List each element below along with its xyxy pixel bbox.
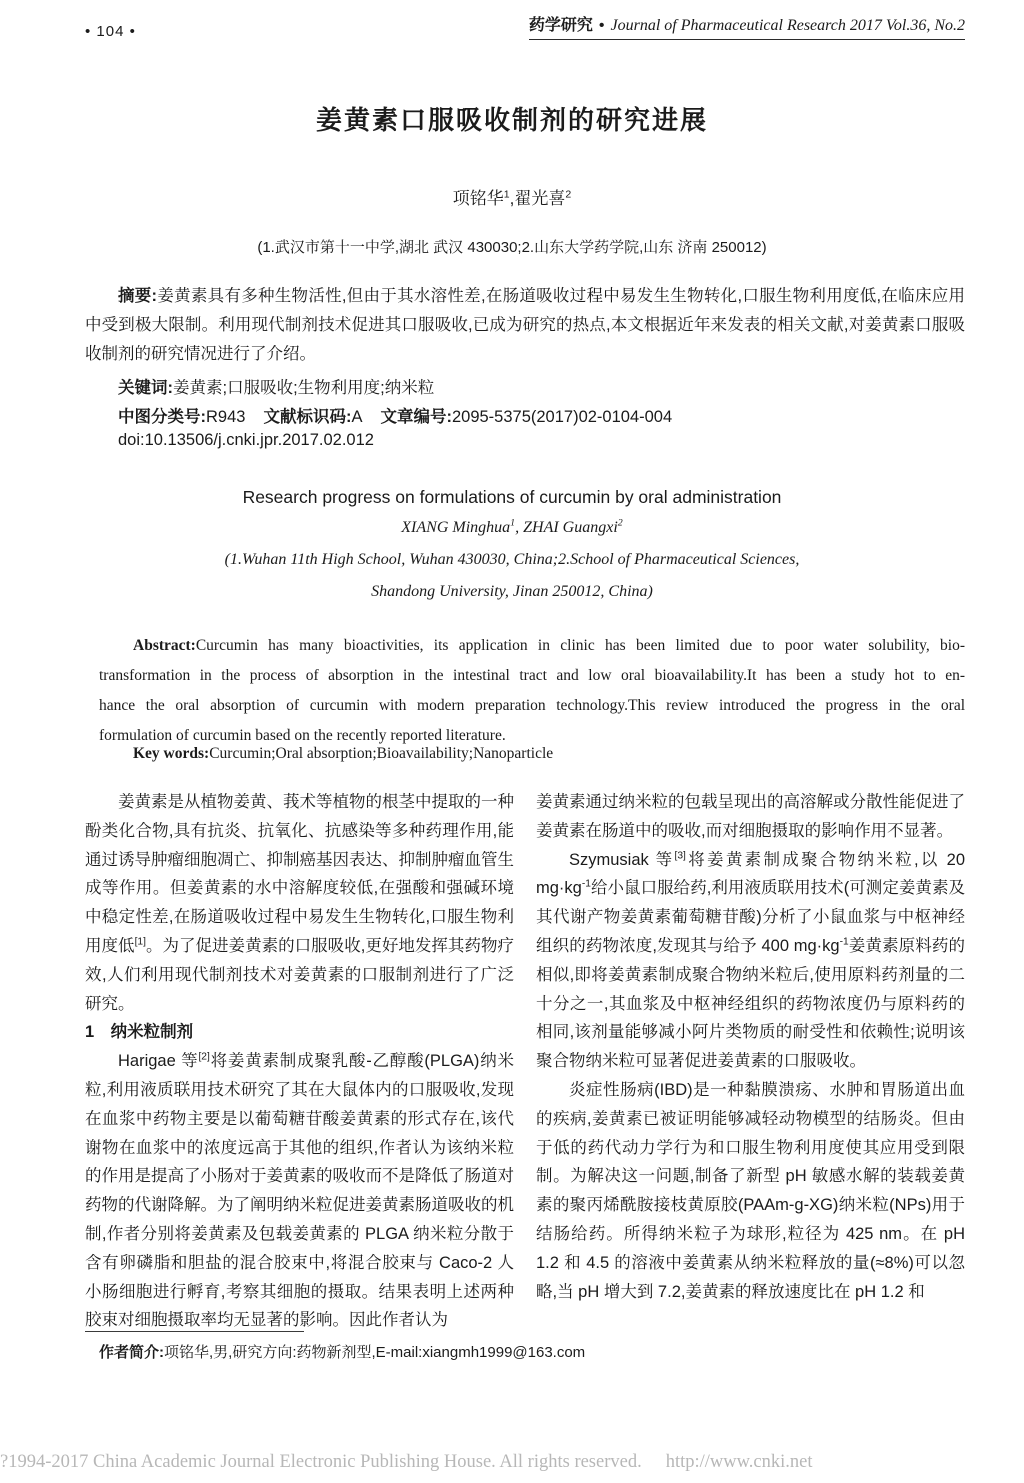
keywords-cn <box>85 374 965 398</box>
clc-label: 中图分类号: <box>118 408 206 426</box>
article-id-label: 文章编号: <box>380 408 452 426</box>
paragraph-szymusiak: Szymusiak 等[3]将姜黄素制成聚合物纳米粒,以 20 $mg\cdot kg^{-1}$给小鼠口服给药,利用液质联用技术(可测定姜黄素及其代谢产物姜黄素葡萄糖苷酸)分析了小鼠血浆与中枢神经组织的药物浓度,发现其与给予 400 $mg\cdot kg^{-1}$姜黄素原料药的相似,即将姜黄素制成聚合物纳米粒后,使用原料药剂量的二十分之一,其血浆及中枢神经组织的药物浓度仍与原料药的相同,该剂量能够减小阿片类物质的耐受性和依赖性;说明该聚合物纳米粒可显著促进姜黄素的口服吸收。 <box>536 850 966 1071</box>
keywords-cn-value: 姜黄素;口服吸收;生物利用度;纳米粒 <box>173 379 435 397</box>
abstract-en <box>99 631 965 751</box>
abstract-en-line4: formulation of curcumin based on the recently reported literature. <box>99 727 506 744</box>
abstract-cn <box>85 282 965 369</box>
journal-header <box>529 12 965 40</box>
abstract-en-line1-text: Curcumin has many bioactivities, its application in clinic has been limited due to poor water solubility, bio- <box>195 637 965 654</box>
section-heading-1: 1 纳米粒制剂 <box>85 1023 194 1042</box>
authors-cn: 项铭华$^1$,翟光喜$^2$ <box>452 188 572 208</box>
copyright-text: ?1994-2017 China Academic Journal Electronic Publishing House. All rights reserved. <box>0 1452 642 1472</box>
keywords-en <box>99 745 965 763</box>
author-bio-text: 项铭华,男,研究方向:药物新剂型,E-mail:xiangmh1999@163.com <box>164 1344 586 1361</box>
copyright-watermark <box>0 1452 1024 1473</box>
abstract-en-line3: hance the oral absorption of curcumin with modern preparation technology.This review introduced the progress in the oral <box>99 697 965 714</box>
affiliation-en-line2: Shandong University, Jinan 250012, China) <box>371 583 653 600</box>
abstract-cn-label: 摘要: <box>118 287 158 305</box>
keywords-en-value: Curcumin;Oral absorption;Bioavailability;Nanoparticle <box>209 745 554 762</box>
affiliation-cn: (1.武汉市第十一中学,湖北 武汉 430030;2.山东大学药学院,山东 济南 250012) <box>257 239 767 256</box>
journal-separator-dot: • <box>598 17 605 34</box>
paragraph-intro: 姜黄素是从植物姜黄、莪术等植物的根茎中提取的一种酚类化合物,具有抗炎、抗氧化、抗感染等多种药理作用,能通过诱导肿瘤细胞凋亡、抑制癌基因表达、抑制肿瘤血管生成等作用。但姜黄素的水中溶解度较低,在强酸和强碱环境中稳定性差,在肠道吸收过程中易发生生物转化,口服生物利用度低[1]。为了促进姜黄素的口服吸收,更好地发挥其药物疗效,人们利用现代制剂技术对姜黄素的口服制剂进行了广泛研究。 <box>85 793 514 1013</box>
doc-code-label: 文献标识码: <box>263 408 352 426</box>
abstract-en-label: Abstract: <box>133 637 196 654</box>
page-number: • 104 • <box>85 23 136 40</box>
classification-line <box>85 403 965 427</box>
doc-code-value: A <box>351 408 363 426</box>
footnote-divider <box>85 1331 304 1332</box>
body-columns <box>85 788 965 1335</box>
paragraph-ibd: 炎症性肠病(IBD)是一种黏膜溃疡、水肿和胃肠道出血的疾病,姜黄素已被证明能够减轻动物模型的结肠炎。但由于低的药代动力学行为和口服生物利用度使其应用受到限制。为解决这一问题,制备了新型 pH 敏感水解的装载姜黄素的聚丙烯酰胺接枝黄原胶(PAAm-g-XG)纳米粒(NPs)用于结肠给药。所得纳米粒子为球形,粒径为 425 nm。在 pH 1.2 和 4.5 的溶液中姜黄素从纳米粒释放的量(≈8%)可以忽略,当 pH 增大到 7.2,姜黄素的释放速度比在 pH 1.2 和 <box>536 1080 965 1301</box>
body-left-column <box>85 788 514 1335</box>
paragraph-harigae: Harigae 等[2]将姜黄素制成聚乳酸-乙醇酸(PLGA)纳米粒,利用液质联用技术研究了其在大鼠体内的口服吸收,发现在血浆中药物主要是以葡萄糖苷酸姜黄素的形式存在,该代谢物在血浆中的浓度远高于其他的组织,作者认为该纳米粒的作用是提高了小肠对于姜黄素的吸收而不是降低了肠道对药物的代谢降解。为了阐明纳米粒促进姜黄素肠道吸收的机制,作者分别将姜黄素及包载姜黄素的 PLGA 纳米粒分散于含有卵磷脂和胆盐的混合胶束中,将混合胶束与 Caco-2 人小肠细胞进行孵育,考察其细胞的摄取。结果表明上述两种胶束对细胞摄取率均无显著的影响。因此作者认为 <box>85 1051 514 1330</box>
article-title-en: Research progress on formulations of curcumin by oral administration <box>242 487 782 507</box>
keywords-cn-label: 关键词: <box>118 379 173 397</box>
clc-value: R943 <box>206 408 246 426</box>
authors-en: XIANG Minghua$^1$, ZHAI Guangxi$^2$ <box>401 517 623 536</box>
affiliation-en-line1: (1.Wuhan 11th High School, Wuhan 430030, China;2.School of Pharmaceutical Sciences, <box>224 551 800 568</box>
author-bio-label: 作者简介: <box>99 1344 164 1361</box>
article-title-cn: 姜黄素口服吸收制剂的研究进展 <box>315 105 708 135</box>
paragraph-continuation: 姜黄素通过纳米粒的包载呈现出的高溶解或分散性能促进了姜黄素在肠道中的吸收,而对细胞摄取的影响作用不显著。 <box>536 793 965 840</box>
body-right-column <box>536 788 965 1335</box>
keywords-en-label: Key words: <box>133 745 210 762</box>
abstract-cn-text: 姜黄素具有多种生物活性,但由于其水溶性差,在肠道吸收过程中易发生生物转化,口服生物利用度低,在临床应用中受到极大限制。利用现代制剂技术促进其口服吸收,已成为研究的热点,本文根据近年来发表的相关文献,对姜黄素口服吸收制剂的研究情况进行了介绍。 <box>85 287 966 363</box>
journal-name-en: Journal of Pharmaceutical Research 2017 Vol.36, No.2 <box>610 17 965 34</box>
author-bio-footnote <box>99 1341 585 1362</box>
journal-name-cn: 药学研究 <box>528 17 593 34</box>
doi-line: doi:10.13506/j.cnki.jpr.2017.02.012 <box>118 431 374 449</box>
abstract-en-line1 <box>99 631 965 661</box>
cnki-url: http://www.cnki.net <box>665 1452 813 1472</box>
page-header <box>85 12 965 40</box>
abstract-en-line2: transformation in the process of absorption in the intestinal tract and low oral bioavailability.It has been a study hot to en- <box>99 667 965 684</box>
article-id-value: 2095-5375(2017)02-0104-004 <box>451 408 673 426</box>
